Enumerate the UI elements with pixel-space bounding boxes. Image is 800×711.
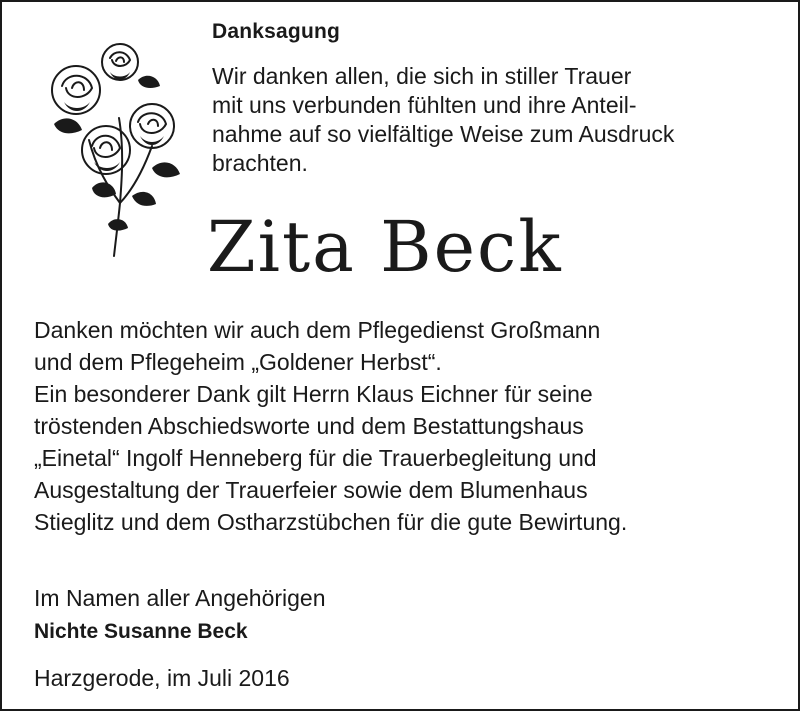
body-line: Stieglitz und dem Ostharzstübchen für die gute Bewirtung. [34,509,628,535]
heading-danksagung: Danksagung [212,20,341,43]
thanks-body [34,314,784,538]
signer-name: Nichte Susanne Beck [34,620,248,643]
closing-block [34,581,326,649]
body-line: Ein besonderer Dank gilt Herrn Klaus Eichner für seine [34,381,593,407]
intro-line: Wir danken allen, die sich in stiller Trauer [212,63,632,89]
closing-line: Im Namen aller Angehörigen [34,585,326,611]
intro-line: nahme auf so vielfältige Weise zum Ausdruck [212,121,675,147]
roses-icon [34,28,184,258]
intro-text [212,62,782,178]
intro-line: mit uns verbunden fühlten und ihre Anteil- [212,92,637,118]
body-line: „Einetal“ Ingolf Henneberg für die Trauerbegleitung und [34,445,597,471]
body-line: Danken möchten wir auch dem Pflegedienst Großmann [34,317,601,343]
body-line: tröstenden Abschiedsworte und dem Bestattungshaus [34,413,584,439]
intro-line: brachten. [212,150,308,176]
body-line: und dem Pflegeheim „Goldener Herbst“. [34,349,442,375]
deceased-name: Zita Beck [207,206,563,288]
body-line: Ausgestaltung der Trauerfeier sowie dem Blumenhaus [34,477,588,503]
place-date: Harzgerode, im Juli 2016 [34,665,290,691]
